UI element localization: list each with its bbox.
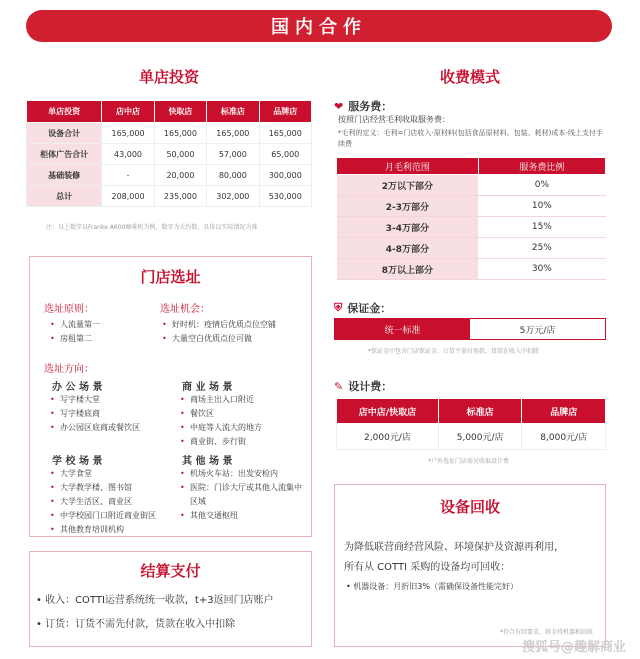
margin-range: 2-3万部分: [337, 196, 479, 217]
table-row: [337, 238, 606, 259]
invest-header: 标准店: [207, 101, 259, 123]
cell: 300,000: [259, 165, 311, 186]
office-list: [50, 393, 140, 435]
settle-order: • 订货：订货不需先付款，货款在收入中扣除: [36, 619, 236, 630]
watermark: 搜狐号@趣解商业: [521, 640, 626, 655]
cell: 50,000: [154, 144, 206, 165]
deposit-label: 保证金：: [347, 302, 392, 315]
margin-range: 8万以上部分: [337, 259, 479, 280]
list-item: • 写字楼大堂: [50, 393, 140, 407]
equipment-note: *符合有回要求，将全持机器和回收: [500, 629, 594, 636]
margin-range: 4-8万部分: [337, 238, 479, 259]
heart-icon: ❤: [334, 99, 344, 113]
fee-title: 收费模式: [439, 68, 500, 86]
design-header: 标准店: [438, 399, 522, 424]
list-item: • 商业街、步行街: [180, 435, 262, 449]
opportunity-list: [162, 318, 276, 346]
school-heading: 学 校 场 景: [52, 456, 103, 467]
list-item: • 中学校园门口附近商业街区: [50, 509, 156, 523]
design-note: *户外选址门店需另收取设计费: [428, 458, 510, 465]
invest-header: 店中店: [102, 101, 154, 123]
list-item: • 大学生活区、商业区: [50, 495, 156, 509]
cell: 80,000: [207, 165, 259, 186]
deposit-note: *保证金中包含门店保证金、订货不需付预款，货款在收入中扣除: [368, 348, 540, 355]
cell: 235,000: [154, 186, 206, 207]
list-item: • 房租第二: [50, 332, 100, 346]
margin-rate: 30%: [478, 259, 605, 280]
list-item: • 大量空白优质点位可做: [162, 332, 276, 346]
invest-header: 单店投资: [27, 101, 102, 123]
margin-rate: 25%: [478, 238, 605, 259]
design-header-row: [337, 399, 606, 424]
cell: 165,000: [102, 123, 154, 144]
business-heading: 商 业 场 景: [182, 382, 233, 393]
cell: 302,000: [207, 186, 259, 207]
service-fee-line: 按照门店经营毛利收取服务费：: [338, 115, 450, 124]
business-list: [180, 393, 262, 449]
margin-header-row: [337, 158, 606, 175]
list-item: • 办公园区底商或餐饮区: [50, 421, 140, 435]
other-heading: 其 他 场 景: [182, 456, 233, 467]
table-row: [27, 123, 312, 144]
invest-title: 单店投资: [138, 68, 199, 86]
list-item: • 机场火车站：出发安检内: [180, 467, 308, 481]
margin-header: 服务费比例: [478, 158, 605, 175]
table-row: [337, 175, 606, 196]
shield-icon: ⛨: [334, 301, 343, 314]
cell: 65,000: [259, 144, 311, 165]
invest-header: 品牌店: [259, 101, 311, 123]
principle-list: [50, 318, 100, 346]
list-item: • 其他教育培训机构: [50, 523, 156, 537]
list-item: • 商场主出入口附近: [180, 393, 262, 407]
margin-table: [336, 157, 606, 280]
service-fee-heading: [334, 98, 392, 114]
cell: 165,000: [154, 123, 206, 144]
banner-title: 国内合作: [26, 10, 612, 42]
cell: 208,000: [102, 186, 154, 207]
margin-range: 3-4万部分: [337, 217, 479, 238]
table-row: [27, 186, 312, 207]
deposit-heading: [334, 300, 391, 316]
equipment-text-1: 为降低联营商经营风险、环境保护及资源再利用，: [344, 542, 564, 553]
equipment-title: 设备回收: [439, 498, 500, 516]
design-value: 2,000元/店: [337, 424, 439, 450]
table-row: [27, 144, 312, 165]
equipment-item-text: 机器设备：月折旧3%（需确保设备性能完好）: [353, 582, 518, 591]
list-item: • 好时机：疫情后优质点位空铺: [162, 318, 276, 332]
design-header: 品牌店: [522, 399, 606, 424]
table-row: [337, 196, 606, 217]
cell: 20,000: [154, 165, 206, 186]
deposit-value: 5万元/店: [519, 325, 556, 336]
margin-rate: 10%: [478, 196, 605, 217]
list-item: • 餐饮区: [180, 407, 262, 421]
cell: 165,000: [259, 123, 311, 144]
service-fee-label: 服务费：: [348, 100, 393, 113]
margin-definition: *毛利的定义：毛利=门店收入-原材料(包括食品原材料、包装、耗材)成本-线上支付手续费: [338, 129, 603, 148]
deposit-box: [334, 318, 606, 340]
margin-rate: 15%: [478, 217, 605, 238]
equipment-item: • 机器设备：月折旧3%（需确保设备性能完好）: [346, 582, 518, 591]
margin-header: 月毛利范围: [337, 158, 479, 175]
invest-header: 快取店: [154, 101, 206, 123]
deposit-standard: 统一标准: [335, 319, 470, 339]
design-value: 5,000元/店: [438, 424, 522, 450]
settle-title: 结算支付: [140, 562, 201, 580]
site-title: 门店选址: [140, 268, 201, 286]
school-list: [50, 467, 156, 537]
direction-heading: 选址方向：: [44, 364, 94, 375]
list-item: • 大学食堂: [50, 467, 156, 481]
row-label: 柜体广告合计: [27, 144, 102, 165]
list-item: • 人流量第一: [50, 318, 100, 332]
list-item: • 其他交通枢纽: [180, 509, 308, 523]
table-row: [337, 217, 606, 238]
table-row: [27, 165, 312, 186]
table-row: [337, 424, 606, 450]
order-text: 订货：订货不需先付款，货款在收入中扣除: [45, 619, 236, 630]
design-fee-label: 设计费：: [348, 380, 393, 393]
design-value: 8,000元/店: [522, 424, 606, 450]
cell: 57,000: [207, 144, 259, 165]
list-item: • 大学教学楼、图书馆: [50, 481, 156, 495]
list-item: • 写字楼底商: [50, 407, 140, 421]
invest-note: 注：以上数字以Franke A600咖啡机为例，数字为大约数，具体以实际情况为准: [46, 224, 258, 231]
cell: 530,000: [259, 186, 311, 207]
invest-header-row: [27, 101, 312, 123]
row-label: 总计: [27, 186, 102, 207]
cell: 165,000: [207, 123, 259, 144]
cell: -: [102, 165, 154, 186]
row-label: 设备合计: [27, 123, 102, 144]
margin-rate: 0%: [478, 175, 605, 196]
list-item: • 中庭等人流大的地方: [180, 421, 262, 435]
tools-icon: ✎: [334, 379, 344, 393]
design-fee-heading: [334, 378, 392, 394]
row-label: 基础装修: [27, 165, 102, 186]
list-item: • 医院：门诊大厅或其他人流集中区域: [180, 481, 308, 509]
opportunity-heading: 选址机会：: [160, 304, 210, 315]
invest-table: [26, 100, 312, 207]
equipment-text-2: 所有从 COTTI 采购的设备均可回收：: [344, 562, 511, 573]
office-heading: 办 公 场 景: [52, 382, 103, 393]
cell: 43,000: [102, 144, 154, 165]
principle-heading: 选址原则：: [44, 304, 94, 315]
margin-range: 2万以下部分: [337, 175, 479, 196]
table-row: [337, 259, 606, 280]
settle-income: • 收入：COTTI运营系统统一收款，t+3返回门店账户: [36, 595, 274, 606]
income-text: 收入：COTTI运营系统统一收款，t+3返回门店账户: [45, 595, 274, 606]
design-header: 店中店/快取店: [337, 399, 439, 424]
design-table: [336, 398, 606, 450]
other-list: [180, 467, 308, 523]
